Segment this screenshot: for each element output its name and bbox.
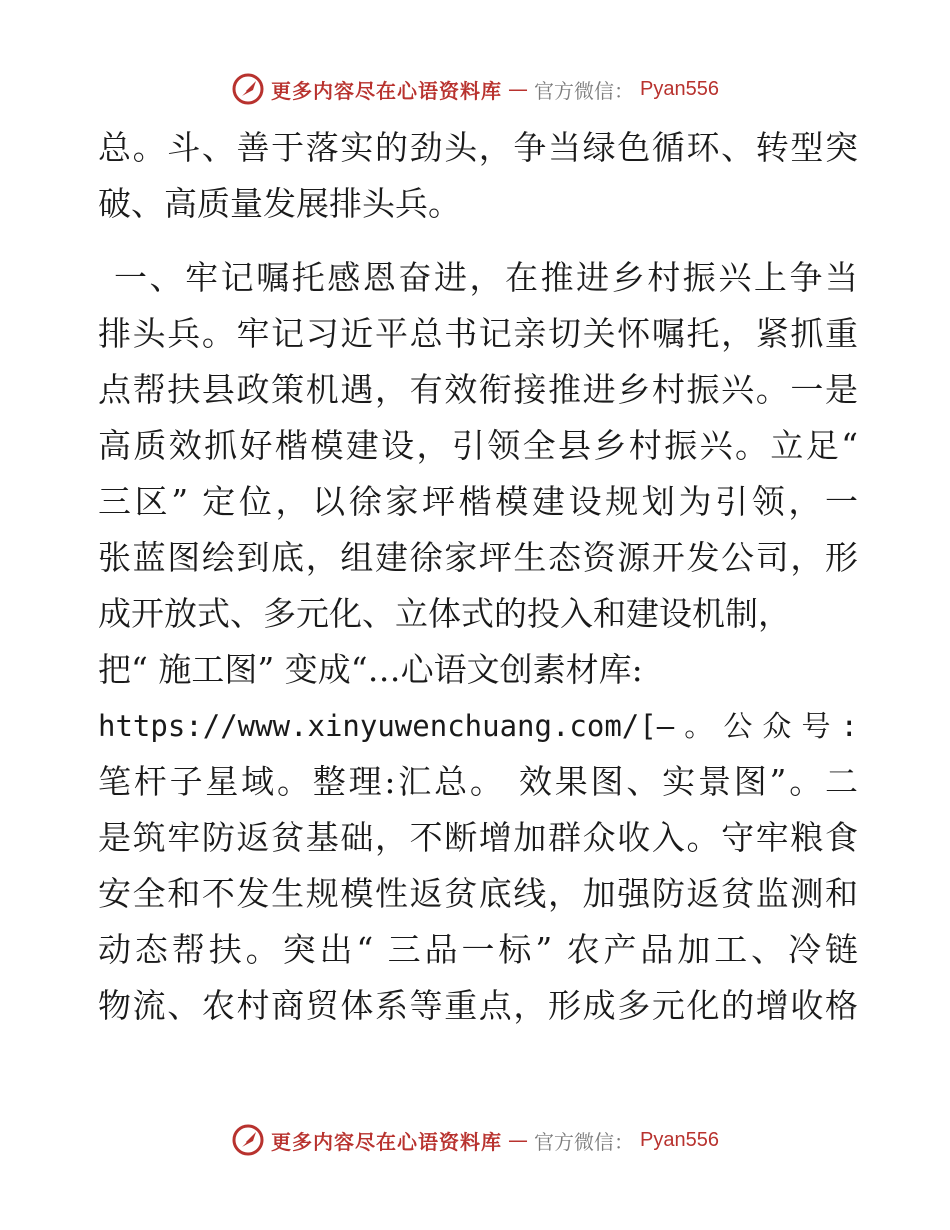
text-line: 安全和不发生规模性返贫底线，加强防返贫监测和 [98, 874, 858, 913]
text-line: 是筑牢防返贫基础，不断增加群众收入。守牢粮食 [98, 818, 858, 857]
quill-logo-icon [231, 72, 265, 106]
banner-main-text: 更多内容尽在心语资料库 [271, 1129, 503, 1154]
header-watermark-banner [0, 72, 950, 106]
text-line: 物流、农村商贸体系等重点，形成多元化的增收格 [98, 986, 858, 1025]
paragraph [98, 120, 858, 232]
text-line: 点帮扶县政策机遇，有效衔接推进乡村振兴。一是 [98, 370, 858, 409]
text-line: 张蓝图绘到底，组建徐家坪生态资源开发公司，形 [98, 538, 858, 577]
paragraph [98, 250, 858, 1034]
text-line: 把“ 施工图” 变成“…心语文创素材库: [98, 650, 643, 689]
text-line: 一、牢记嘱托感恩奋进，在推进乡村振兴上争当 [114, 258, 858, 297]
text-line: 动态帮扶。突出“ 三品一标” 农产品加工、冷链 [98, 930, 858, 969]
banner-wechat-id: Pyan556 [640, 1128, 719, 1151]
text-line: 高质效抓好楷模建设，引领全县乡村振兴。立足“ [98, 426, 858, 465]
text-line: 三区” 定位，以徐家坪楷模建设规划为引领，一 [98, 482, 858, 521]
document-body [98, 120, 858, 1034]
text-line: 排头兵。牢记习近平总书记亲切关怀嘱托，紧抓重 [98, 314, 858, 353]
text-line: 笔杆子星域。整理:汇总。 效果图、实景图”。二 [98, 762, 858, 801]
text-line: 成开放式、多元化、立体式的投入和建设机制， [98, 594, 791, 633]
quill-logo-icon [231, 1123, 265, 1157]
text-line: 破、高质量发展排头兵。 [98, 184, 461, 223]
text-line-url: https://www.xinyuwenchuang.com/[—。公众号: [98, 709, 858, 743]
banner-separator: — [508, 1128, 529, 1152]
banner-main-text: 更多内容尽在心语资料库 [271, 78, 503, 103]
text-line: 总。斗、善于落实的劲头，争当绿色循环、转型突 [98, 128, 858, 167]
banner-wechat-label: 官方微信： [534, 78, 635, 103]
banner-wechat-label: 官方微信： [534, 1129, 635, 1154]
banner-separator: — [508, 77, 529, 101]
footer-watermark-banner [0, 1123, 950, 1157]
banner-wechat-id: Pyan556 [640, 77, 719, 100]
